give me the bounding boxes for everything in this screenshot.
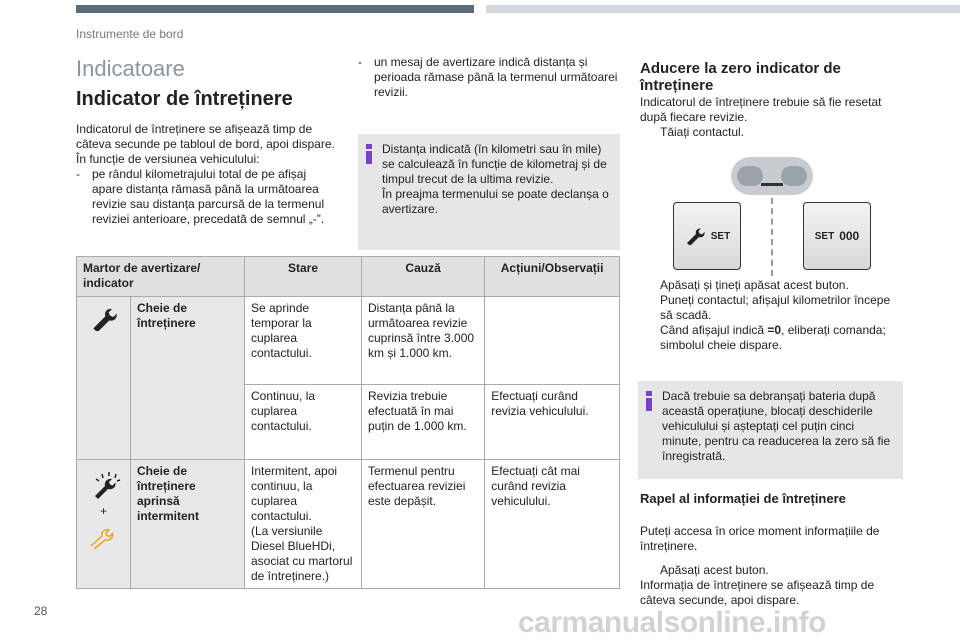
table-row: Continuu, la cuplarea contactului. Revizia trebuie efectuată în mai puțin de 1.000 km. Efectuați curând revizia vehiculului.: [77, 385, 620, 460]
list-item: - pe rândul kilometrajului total de pe afișaj apare distanța rămasă până la următoarea revizie sau distanța parcursă de la termenul reviziei anterioare, precedată de semnul „-”.: [76, 167, 325, 226]
header-bar: [76, 5, 474, 13]
intro-text: Indicatorul de întreținere se afișează timp de câteva secunde pe tabloul de bord, apoi dispare. În funcție de versiunea vehiculului:: [76, 122, 335, 166]
wrench-icon: [684, 227, 706, 245]
table-row: + Cheie de întreținere aprinsă intermitent Intermitent, apoi continuu, la cuplarea contactului. (La versiunile Diesel BlueHDi, asociat cu martorul de întreținere.) Termenul pentru efectuarea reviziei este depășit. Efectuați cât mai curând revizia vehiculului.: [77, 460, 620, 589]
reset-title: Aducere la zero indicator de întreținere: [640, 60, 841, 94]
list-item: Când afișajul indică =0, eliberați comanda; simbolul cheie dispare.: [660, 323, 886, 352]
table-row: Cheie de întreținere Se aprinde temporar la cuplarea contactului. Distanța până la următoarea revizie cuprinsă între 3.000 km și 1.000 km.: [77, 297, 620, 385]
list-item: Tăiați contactul.: [640, 125, 905, 140]
wrench-icon: [89, 307, 119, 331]
section-title: Indicator de întreținere: [76, 88, 293, 110]
recall-title: Rapel al informației de întreținere: [640, 491, 846, 506]
list-item: Apăsați acest buton.: [660, 563, 769, 577]
list-item: Apăsați și țineți apăsat acest buton.: [660, 278, 849, 292]
page-number: 28: [34, 604, 48, 618]
watermark: carmanualsonline.info: [518, 606, 826, 639]
list-item: Puneți contactul; afișajul kilometrilor începe să scadă.: [660, 293, 891, 322]
header-bar-right: [486, 5, 960, 13]
wrench-outline-icon: [88, 527, 120, 549]
blinking-wrench-icon: [87, 470, 121, 500]
pivot-line: [771, 198, 773, 276]
bullet-glyph: [640, 125, 660, 140]
info-box: Dacă trebuie sa debranșați bateria după această operațiune, blocați deschiderile vehiculului și așteptați cel puțin cinci minute, pentru ca readucerea la zero să fie înregistrată.: [638, 381, 903, 479]
section-label: Instrumente de bord: [76, 27, 184, 41]
instrument-panel-illustration: [731, 157, 813, 195]
info-box: Distanța indicată (în kilometri sau în mile) se calculează în funcție de kilometraj și de timpul trecut de la ultima revizie. În preajma termenului se poate declanșa o avertizare.: [358, 134, 620, 250]
page-title: Indicatoare: [76, 56, 185, 81]
intro-column: [76, 122, 338, 227]
table-header: Martor de avertizare/ indicator Stare Cauză Acțiuni/Observații: [77, 257, 620, 297]
second-column: [358, 55, 620, 100]
warning-table: [76, 256, 620, 589]
reset-intro: Indicatorul de întreținere trebuie să fie resetat după fiecare revizie. Tăiați contactul.: [640, 95, 905, 140]
recall-text: Puteți accesa în orice moment informațiile de întreținere. Apăsați acest buton. Informația de întreținere se afișează timp de câteva secunde, apoi dispare.: [640, 524, 905, 608]
info-icon: [366, 144, 372, 164]
list-item: - un mesaj de avertizare indică distanța și perioada rămase până la termenul următoarei revizii.: [358, 55, 618, 99]
info-icon: [646, 391, 652, 411]
set-button-zero[interactable]: SET 000: [803, 202, 871, 270]
set-button-wrench[interactable]: SET: [673, 202, 741, 270]
reset-steps: [640, 278, 905, 353]
